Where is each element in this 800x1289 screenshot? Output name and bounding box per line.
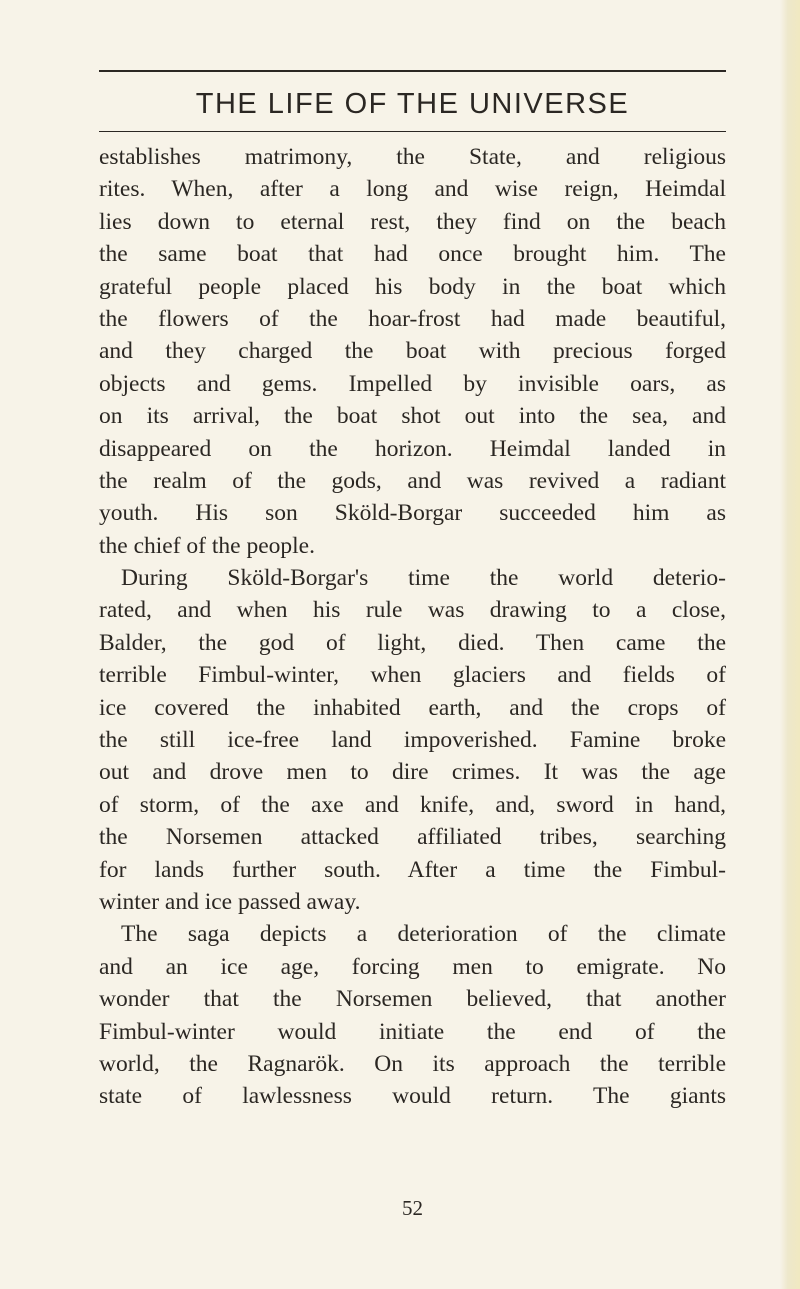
text-line: world, the Ragnarök. On its approach the terrible — [99, 1050, 726, 1077]
text-line: youth. His son Sköld-Borgar succeeded him as — [99, 500, 726, 527]
text-line: and an ice age, forcing men to emigrate. No — [99, 953, 726, 980]
body-text — [99, 141, 726, 1113]
page-edge — [780, 0, 800, 1289]
text-line: the flowers of the hoar-frost had made beautiful, — [99, 305, 726, 332]
header-rule-top — [99, 70, 726, 72]
text-line: of storm, of the axe and knife, and, sword in hand, — [99, 791, 726, 818]
text-line: Fimbul-winter would initiate the end of the — [99, 1018, 726, 1045]
text-line: the same boat that had once brought him. The — [99, 241, 726, 268]
text-line: wonder that the Norsemen believed, that another — [99, 986, 726, 1013]
text-line: the still ice-free land impoverished. Famine broke — [99, 727, 726, 754]
text-line: for lands further south. After a time the Fimbul- — [99, 856, 726, 883]
text-line: ice covered the inhabited earth, and the crops of — [99, 694, 726, 721]
text-line: The saga depicts a deterioration of the climate — [121, 921, 726, 948]
text-line: rated, and when his rule was drawing to a close, — [99, 597, 726, 624]
text-line: out and drove men to dire crimes. It was the age — [99, 759, 726, 786]
text-line: During Sköld-Borgar's time the world deterio- — [121, 565, 726, 592]
text-line: the chief of the people. — [99, 532, 315, 559]
page-number: 52 — [402, 1196, 423, 1220]
text-line: grateful people placed his body in the boat which — [99, 273, 726, 300]
text-line: rites. When, after a long and wise reign, Heimdal — [99, 176, 726, 203]
text-line: state of lawlessness would return. The giants — [99, 1083, 726, 1110]
text-line: winter and ice passed away. — [99, 888, 361, 915]
text-line: Balder, the god of light, died. Then came the — [99, 629, 726, 656]
text-line: objects and gems. Impelled by invisible oars, as — [99, 370, 726, 397]
text-line: lies down to eternal rest, they find on the beach — [99, 208, 726, 235]
text-line: on its arrival, the boat shot out into the sea, and — [99, 403, 726, 430]
text-line: terrible Fimbul-winter, when glaciers and fields of — [99, 662, 726, 689]
text-line: establishes matrimony, the State, and religious — [99, 144, 726, 170]
header-rule-bottom — [99, 131, 726, 132]
text-line: disappeared on the horizon. Heimdal landed in — [99, 435, 726, 462]
text-line: and they charged the boat with precious forged — [99, 338, 726, 365]
text-line: the realm of the gods, and was revived a radiant — [99, 467, 726, 494]
running-head: THE LIFE OF THE UNIVERSE — [195, 88, 630, 120]
text-line: the Norsemen attacked affiliated tribes, searching — [99, 824, 726, 851]
